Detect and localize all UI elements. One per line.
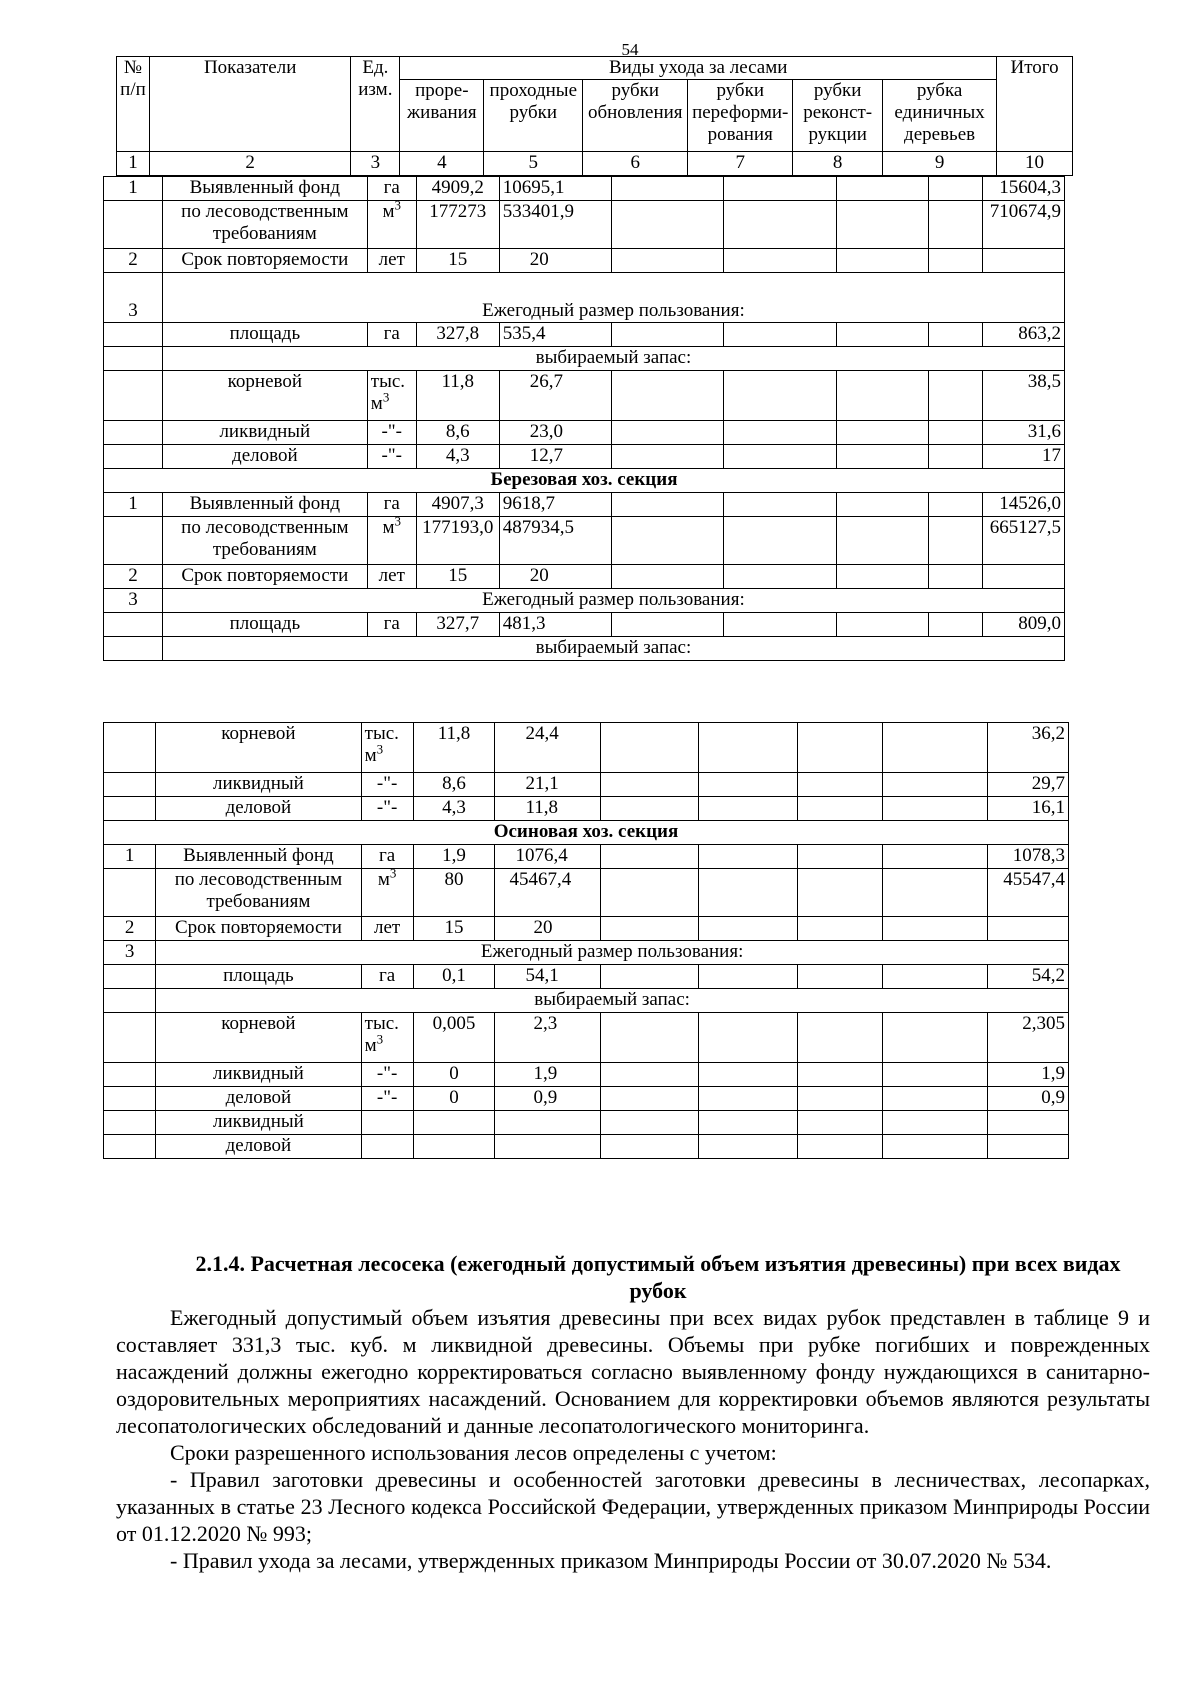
table-row: 2 Срок повторяемости лет 15 20: [104, 565, 1065, 589]
table-row: площадь га 327,8 535,4 863,2: [104, 323, 1065, 347]
header-col9: рубка единичных деревьев: [883, 80, 997, 152]
header-total: Итого: [997, 57, 1073, 152]
table-block-lower: [103, 722, 1069, 1159]
table-row: деловой -"- 4,3 12,7 17: [104, 445, 1065, 469]
header-num: № п/п: [117, 57, 150, 152]
table-row: 1 Выявленный фонд га 4907,3 9618,7 14526,0: [104, 493, 1065, 517]
table-row: корневой тыс. $м^3$ 0,005 2,3 2,305: [104, 1013, 1069, 1063]
table-row: ликвидный -"- 8,6 23,0 31,6: [104, 421, 1065, 445]
table-block-upper: [103, 176, 1065, 661]
header-col4: проре-живания: [400, 80, 484, 152]
header-types: Виды ухода за лесами: [400, 57, 997, 80]
table-row: 2 Срок повторяемости лет 15 20: [104, 249, 1065, 273]
table-row: ликвидный -"- 8,6 21,1 29,7: [104, 773, 1069, 797]
col-num: 7: [688, 152, 793, 176]
col-num: 1: [117, 152, 150, 176]
header-col6: рубки обновления: [583, 80, 688, 152]
page-number: 54: [621, 40, 639, 59]
table-row: выбираемый запас:: [104, 989, 1069, 1013]
table-row: по лесоводственным требованиям $м^3$ 80 45467,4 45547,4: [104, 869, 1069, 917]
col-num: 6: [583, 152, 688, 176]
col-num: 5: [484, 152, 583, 176]
paragraph: Сроки разрешенного использования лесов определены с учетом:: [170, 1440, 777, 1465]
col-num: 9: [883, 152, 997, 176]
table-row: ликвидный: [104, 1111, 1069, 1135]
table-row: [104, 821, 1069, 845]
table-row: 3 Ежегодный размер пользования:: [104, 941, 1069, 965]
col-num: 2: [149, 152, 350, 176]
header-col5: проходные рубки: [484, 80, 583, 152]
header-indicators: Показатели: [149, 57, 350, 152]
table-row: по лесоводственным требованиям $м^3$ 177193,0 487934,5 665127,5: [104, 517, 1065, 565]
table-row: площадь га 0,1 54,1 54,2: [104, 965, 1069, 989]
col-num: 10: [997, 152, 1073, 176]
section-aspen: Осиновая хоз. секция: [104, 821, 1069, 845]
table-row: ликвидный -"- 0 1,9 1,9: [104, 1063, 1069, 1087]
table-row: 3 Ежегодный размер пользования:: [104, 589, 1065, 613]
table-row: выбираемый запас:: [104, 637, 1065, 661]
header-col7: рубки переформи-рования: [688, 80, 793, 152]
section-birch: Березовая хоз. секция: [104, 469, 1065, 493]
table-row: деловой -"- 4,3 11,8 16,1: [104, 797, 1069, 821]
table-row: 3 Ежегодный размер пользования:: [104, 273, 1065, 323]
section-heading: 2.1.4. Расчетная лесосека (ежегодный допустимый объем изъятия древесины) при всех видах рубок: [195, 1251, 1121, 1303]
table-header: [116, 56, 1073, 176]
table-row: корневой тыс. $м^3$ 11,8 26,7 38,5: [104, 371, 1065, 421]
table-row: [104, 469, 1065, 493]
paragraph: - Правил ухода за лесами, утвержденных приказом Минприроды России от 30.07.2020 № 534.: [170, 1548, 1052, 1573]
table-row: выбираемый запас:: [104, 347, 1065, 371]
prose-section: [116, 1250, 1150, 1574]
paragraph: - Правил заготовки древесины и особенностей заготовки древесины в лесничествах, лесопарках, указанных в статье 23 Лесного кодекса Российской Федерации, утвержденных приказом Минприроды России от 01.12.2020 № 993;: [116, 1467, 1150, 1546]
col-num: 4: [400, 152, 484, 176]
table-row: по лесоводственным требованиям $м^3$ 177273 533401,9 710674,9: [104, 201, 1065, 249]
table-row: 1 Выявленный фонд га 1,9 1076,4 1078,3: [104, 845, 1069, 869]
header-col8: рубки реконст-рукции: [793, 80, 883, 152]
table-row: 1 Выявленный фонд га 4909,2 10695,1 15604,3: [104, 177, 1065, 201]
col-num: 8: [793, 152, 883, 176]
paragraph: Ежегодный допустимый объем изъятия древесины при всех видах рубок представлен в таблице 9 и составляет 331,3 тыс. куб. м ликвидной древесины. Объемы при рубке погибших и поврежденных насаждений должны ежегодно корректироваться согласно выявленному фонду нуждающихся в санитарно-оздоровительных мероприятиях насаждений. Основанием для корректировки объемов являются результаты лесопатологических обследований и данные лесопатологического мониторинга.: [116, 1305, 1150, 1438]
table-row: 2 Срок повторяемости лет 15 20: [104, 917, 1069, 941]
header-unit: Ед. изм.: [351, 57, 400, 152]
table-row: корневой тыс. $м^3$ 11,8 24,4 36,2: [104, 723, 1069, 773]
table-row: деловой -"- 0 0,9 0,9: [104, 1087, 1069, 1111]
col-num: 3: [351, 152, 400, 176]
table-row: площадь га 327,7 481,3 809,0: [104, 613, 1065, 637]
table-row: деловой: [104, 1135, 1069, 1159]
